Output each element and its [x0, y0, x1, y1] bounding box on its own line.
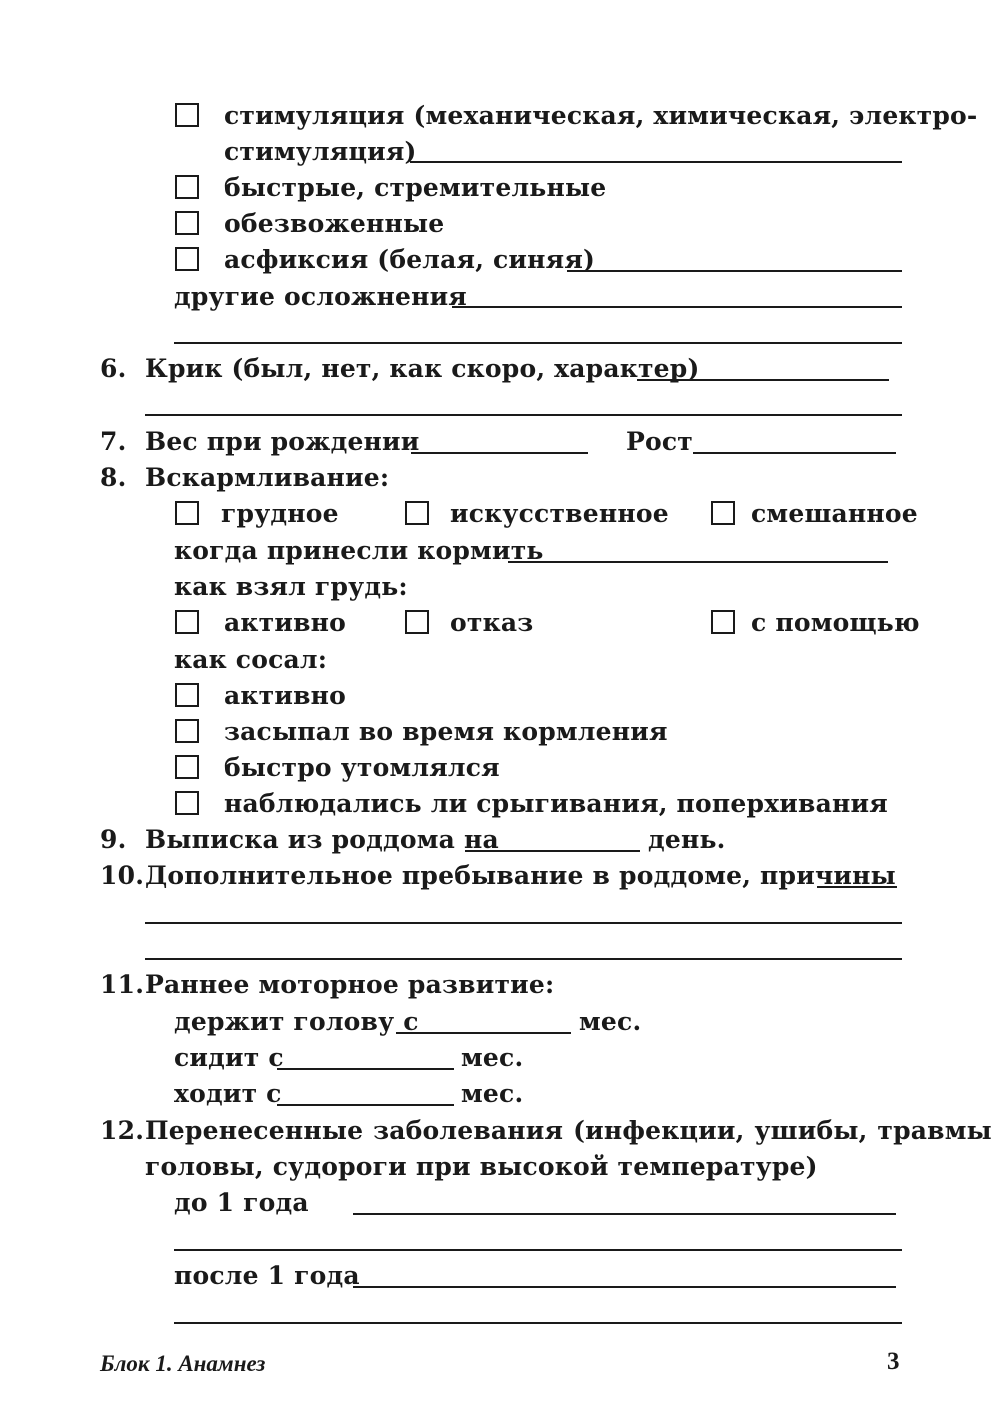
mixed-feeding-label: смешанное: [751, 499, 918, 528]
other-complications-line-2[interactable]: [174, 342, 902, 344]
discharge-label: Выписка из роддома на: [145, 825, 499, 854]
tired-quickly-checkbox[interactable]: [175, 755, 199, 779]
other-complications-label: другие осложнения: [174, 282, 467, 311]
q8-number: 8.: [100, 463, 127, 492]
walks-line[interactable]: [277, 1104, 454, 1106]
q6-answer-line-1[interactable]: [637, 379, 889, 381]
took-breast-label: как взял грудь:: [174, 572, 408, 601]
artificial-feeding-label: искусственное: [450, 499, 669, 528]
extra-stay-line-2[interactable]: [145, 922, 902, 924]
holds-head-unit: мес.: [579, 1007, 642, 1036]
when-brought-line[interactable]: [508, 561, 888, 563]
past-diseases-label-cont: головы, судороги при высокой температуре): [145, 1152, 818, 1181]
page-number: 3: [887, 1348, 900, 1375]
breast-refusal-checkbox[interactable]: [405, 610, 429, 634]
mixed-feeding-checkbox[interactable]: [711, 501, 735, 525]
q6-answer-line-2[interactable]: [145, 414, 902, 416]
sucked-label: как сосал:: [174, 645, 328, 674]
stimulation-label: стимуляция (механическая, химическая, электро-: [224, 101, 978, 130]
extra-stay-label: Дополнительное пребывание в роддоме, причины: [145, 861, 896, 890]
before-1-year-line-2[interactable]: [174, 1249, 902, 1251]
height-line[interactable]: [693, 452, 896, 454]
holds-head-label: держит голову с: [174, 1007, 419, 1036]
breast-assisted-checkbox[interactable]: [711, 610, 735, 634]
breast-active-label: активно: [224, 608, 347, 637]
breast-assisted-label: с помощью: [751, 608, 920, 637]
stimulation-checkbox[interactable]: [175, 103, 199, 127]
asphyxia-label: асфиксия (белая, синяя): [224, 245, 596, 274]
after-1-year-label: после 1 года: [174, 1261, 360, 1290]
after-1-year-line-1[interactable]: [353, 1286, 896, 1288]
past-diseases-label: Перенесенные заболевания (инфекции, ушибы, травмы: [145, 1116, 992, 1145]
when-brought-label: когда принесли кормить: [174, 536, 544, 565]
dehydrated-checkbox[interactable]: [175, 211, 199, 235]
fast-labor-label: быстрые, стремительные: [224, 173, 607, 202]
breast-feeding-label: грудное: [221, 499, 339, 528]
asphyxia-checkbox[interactable]: [175, 247, 199, 271]
discharge-day-suffix: день.: [648, 825, 726, 854]
q7-number: 7.: [100, 427, 127, 456]
motor-development-label: Раннее моторное развитие:: [145, 970, 555, 999]
sits-unit: мес.: [461, 1043, 524, 1072]
birth-weight-line[interactable]: [411, 452, 588, 454]
q12-number: 12.: [100, 1116, 145, 1145]
fell-asleep-label: засыпал во время кормления: [224, 717, 668, 746]
after-1-year-line-2[interactable]: [174, 1322, 902, 1324]
other-complications-line-1[interactable]: [452, 306, 902, 308]
sits-label: сидит с: [174, 1043, 284, 1072]
suck-active-checkbox[interactable]: [175, 683, 199, 707]
before-1-year-label: до 1 года: [174, 1188, 309, 1217]
regurgitation-checkbox[interactable]: [175, 791, 199, 815]
fell-asleep-checkbox[interactable]: [175, 719, 199, 743]
q6-label: Крик (был, нет, как скоро, характер): [145, 354, 700, 383]
before-1-year-line-1[interactable]: [353, 1213, 896, 1215]
birth-weight-label: Вес при рождении: [145, 427, 420, 456]
q9-number: 9.: [100, 825, 127, 854]
holds-head-line[interactable]: [396, 1032, 571, 1034]
tired-quickly-label: быстро утомлялся: [224, 753, 500, 782]
extra-stay-line-3[interactable]: [145, 958, 902, 960]
breast-feeding-checkbox[interactable]: [175, 501, 199, 525]
asphyxia-answer-line[interactable]: [567, 270, 902, 272]
q10-number: 10.: [100, 861, 145, 890]
fast-labor-checkbox[interactable]: [175, 175, 199, 199]
stimulation-answer-line[interactable]: [410, 161, 902, 163]
q11-number: 11.: [100, 970, 145, 999]
discharge-day-line[interactable]: [465, 850, 640, 852]
dehydrated-label: обезвоженные: [224, 209, 445, 238]
height-label: Рост: [626, 427, 693, 456]
feeding-label: Вскармливание:: [145, 463, 390, 492]
sits-line[interactable]: [277, 1068, 454, 1070]
breast-active-checkbox[interactable]: [175, 610, 199, 634]
regurgitation-label: наблюдались ли срыгивания, поперхивания: [224, 789, 888, 818]
q6-number: 6.: [100, 354, 127, 383]
suck-active-label: активно: [224, 681, 347, 710]
walks-unit: мес.: [461, 1079, 524, 1108]
section-footer: Блок 1. Анамнез: [100, 1351, 266, 1376]
extra-stay-line-1[interactable]: [817, 886, 897, 888]
artificial-feeding-checkbox[interactable]: [405, 501, 429, 525]
stimulation-label-cont: стимуляция): [224, 137, 417, 166]
breast-refusal-label: отказ: [450, 608, 534, 637]
walks-label: ходит с: [174, 1079, 282, 1108]
